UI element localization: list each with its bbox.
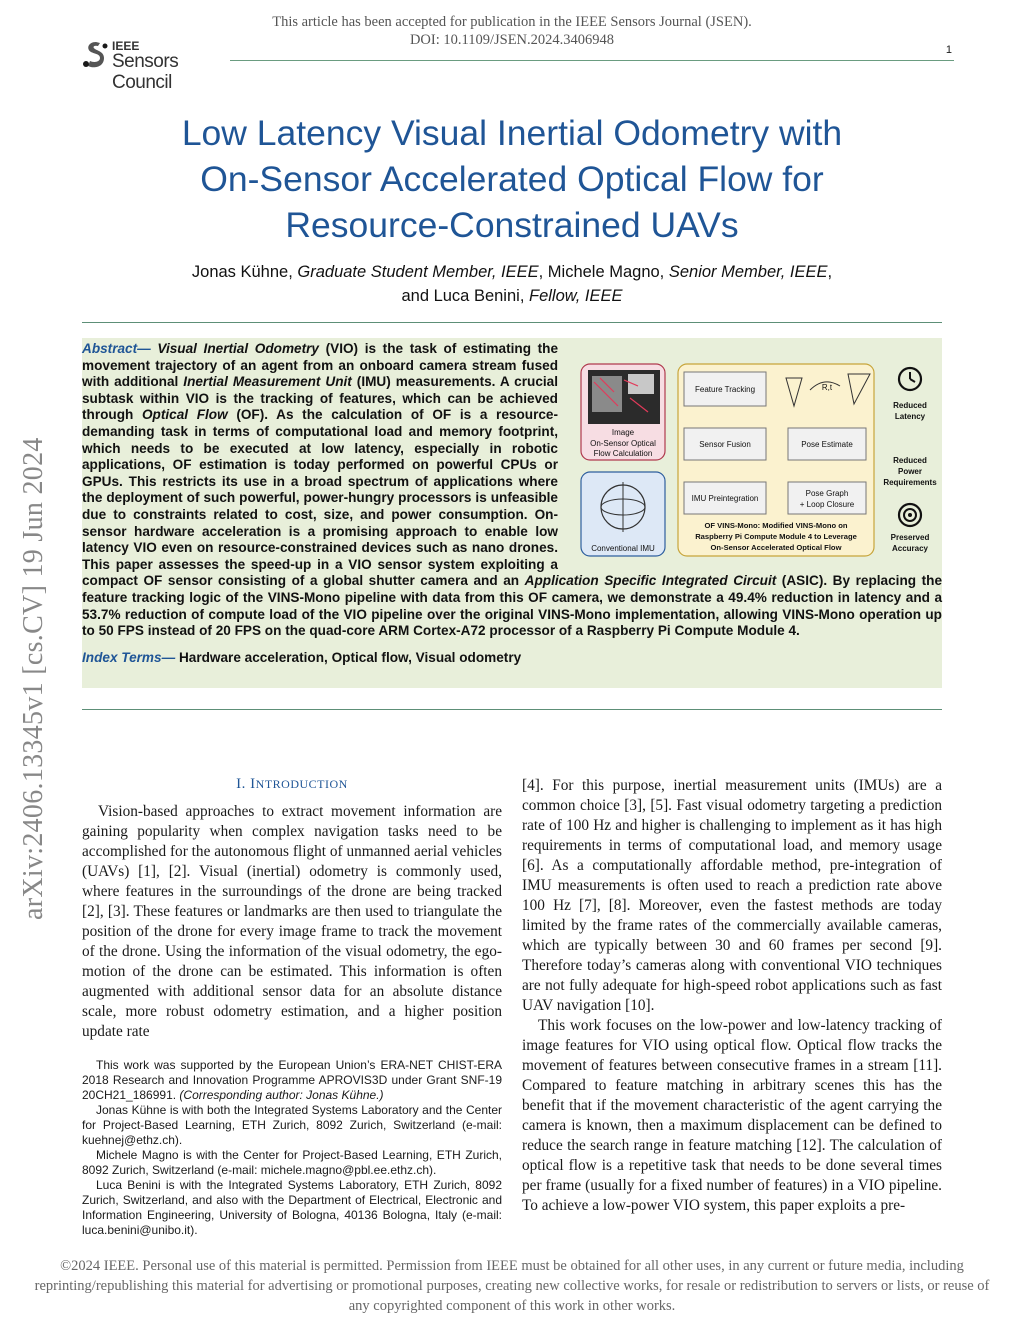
- abstract-bottom-rule: [82, 709, 942, 710]
- pose-graph-block: [788, 482, 866, 514]
- section-heading-introduction: [82, 776, 502, 793]
- author-2-role: Senior Member, IEEE: [668, 263, 828, 281]
- footnote-magno: Michele Magno is with the Center for Project-Based Learning, ETH Zurich, 8092 Zurich, Switzerland (e-mail: michele.magno@pbl.ee.ethz.ch).: [82, 1148, 502, 1177]
- logo-ieee-text: IEEE: [112, 39, 140, 53]
- footnote-kuehne: Jonas Kühne is with both the Integrated Systems Laboratory and the Center for Project-Based Learning, ETH Zurich, 8092 Zurich, Switzerland (e-mail: kuehnej@ethz.ch).: [82, 1103, 502, 1147]
- feature-tracking-label: Feature Tracking: [694, 385, 756, 394]
- notice-line-1: This article has been accepted for publication in the IEEE Sensors Journal (JSEN).: [272, 14, 752, 30]
- index-terms-label: Index Terms—: [82, 649, 176, 665]
- benefit-power-3: Requirements: [883, 478, 937, 487]
- copyright-notice: ©2024 IEEE. Personal use of this material is permitted. Permission from IEEE must be obtained for all other uses, in any current or future media, including reprinting/republishing this material for advertising or promotional purposes, creating new collective works, for resale or redistribution to servers or lists, or reuse of any copyrighted component of this work in other works.: [34, 1258, 990, 1314]
- author-list: [82, 260, 942, 308]
- author-2: , Michele Magno,: [538, 263, 669, 281]
- benefit-latency-2: Latency: [894, 412, 926, 421]
- pose-estimate-label: Pose Estimate: [801, 440, 853, 449]
- intro-left-paragraph: Vision-based approaches to extract movement information are gaining popularity when complex navigation tasks need to be accomplished for the autonomous flight of unmanned aerial vehicles (UAVs) [1], [2]. Visual (inertial) odometry is commonly used, where features in the surroundings of the drone are being tracked [2], [3]. These features or landmarks are then used to triangulate the position of the drone for every image frame to track the movement of the drone. Using the information of the visual odometry, the ego-motion of the drone can be estimated. This information is often augmented with additional sensor data for an absolute distance scale, more robust odometry estimation, and a higher position update rate: [82, 803, 502, 1040]
- footnote-funding-text: This work was supported by the European Union’s ERA-NET CHIST-ERA 2018 Research and Innovation Programme APROVIS3D under Grant SNF-19 20CH21_186991.: [82, 1058, 502, 1102]
- benefit-accuracy-1: Preserved: [890, 533, 930, 542]
- image-label-2: On-Sensor Optical: [590, 439, 656, 448]
- abstract-seg4: (IMU) measurements. A crucial subtask within VIO is the tracking of features, which can be achieved through: [82, 374, 559, 423]
- abstract-seg1: Visual Inertial Odometry: [157, 341, 319, 356]
- pipeline-caption-3: On-Sensor Accelerated Optical Flow: [710, 543, 842, 552]
- camera-image-detail: [592, 376, 622, 412]
- section-number: I.: [236, 776, 251, 792]
- pipeline-caption-2: Raspberry Pi Compute Module 4 to Leverage: [695, 532, 857, 541]
- footnote-benini: Luca Benini is with the Integrated Systems Laboratory, ETH Zurich, 8092 Zurich, Switzerland, and also with the Department of Electrical, Electronic and Information Engineering, University of Bologna, 40136 Bologna, Italy (e-mail: luca.benini@unibo.it).: [82, 1178, 502, 1237]
- logo-sensors-council-text: Sensors Council: [112, 51, 179, 93]
- sensors-council-logo-icon: [82, 40, 110, 70]
- abstract-seg7: Application Specific Integrated Circuit: [524, 573, 777, 589]
- author-3: and Luca Benini,: [401, 287, 529, 305]
- ieee-sensors-council-logo: [82, 39, 232, 93]
- accuracy-target-icon: [899, 504, 921, 526]
- abstract-top-rule: [82, 322, 942, 323]
- graphical-abstract-figure: [578, 362, 942, 560]
- abstract-seg3: Inertial Measurement Unit: [183, 374, 352, 390]
- author-3-role: Fellow, IEEE: [528, 287, 623, 305]
- intro-right-paragraph-1: [4]. For this purpose, inertial measurement units (IMUs) are a common choice [3], [5]. Fast visual odometry targeting a prediction rate of 100 Hz and higher is challenging to implement as it has high requirements in terms of computational load, and memory usage [6]. As a computationally affordable method, pre-integration of IMU measurements is often used to reach a prediction rate above 100 Hz [7], [8]. Moreover, even the fastest methods are today limited by the frame rates of the commercially available cameras, which are typically between 30 and 60 frames per second [9]. Therefore today’s cameras along with conventional VIO techniques are not fully adequate for high-speed robot applications such as fast UAV navigation [10].: [522, 777, 942, 1014]
- section-title-rest: NTRODUCTION: [255, 777, 348, 791]
- author-separator: ,: [827, 263, 833, 281]
- rt-label: R,t: [821, 383, 833, 392]
- image-label-3: Flow Calculation: [593, 449, 653, 458]
- benefit-accuracy-2: Accuracy: [891, 544, 929, 553]
- pose-graph-label-1: Pose Graph: [805, 489, 849, 498]
- title-line-3: Resource-Constrained UAVs: [285, 205, 739, 245]
- title-line-2: On-Sensor Accelerated Optical Flow for: [200, 159, 824, 199]
- latency-clock-icon: [899, 368, 921, 390]
- title-line-1: Low Latency Visual Inertial Odometry with: [181, 113, 843, 153]
- author-1: Jonas Kühne,: [191, 263, 298, 281]
- paper-title: [82, 110, 942, 248]
- intro-right-paragraph-2: This work focuses on the low-power and low-latency tracking of image features for VIO using optical flow. Optical flow tracks the movement of features between consecutive frames in a stream [11]. Compared to feature matching in arbitrary scenes this has the benefit that if the movement characteristic of the agent carrying the camera is known, then a maximum displacement can be defined to reduce the search range in feature matching [12]. The calculation of optical flow is a repetitive task that needs to be done several times per frame (usually for a fixed number of features) in a VIO pipeline. To achieve a low-power VIO system, this paper exploits a pre-: [522, 1017, 942, 1214]
- arxiv-identifier: arXiv:2406.13345v1 [cs.CV] 19 Jun 2024: [18, 437, 49, 920]
- sensor-fusion-label: Sensor Fusion: [699, 440, 751, 449]
- footnotes: [82, 1058, 502, 1238]
- abstract-seg8: (ASIC). By replacing the feature tracking logic of the VINS-Mono pipeline with data from this OF camera, we demonstrate a 49.4% reduction in latency and a 53.7% reduction of compute load of the VIO pipeline over the original VINS-Mono implementation, allowing VINS-Mono operation up to 50 FPS instead of 20 FPS on the quad-core ARM Cortex-A72 processor of a Raspberry Pi Compute Module 4.: [82, 573, 943, 639]
- intro-right-column: [522, 776, 942, 1216]
- abstract-seg2: (VIO) is the task of estimating the movement trajectory of an agent from an onboard camera stream fused with additional: [82, 341, 559, 390]
- imu-preintegration-label: IMU Preintegration: [691, 494, 759, 503]
- page-number: 1: [945, 44, 952, 56]
- author-1-role: Graduate Student Member, IEEE: [297, 263, 539, 281]
- benefit-latency-1: Reduced: [893, 401, 927, 410]
- index-terms: [82, 650, 942, 667]
- pipeline-caption-1: OF VINS-Mono: Modified VINS-Mono on: [704, 521, 848, 530]
- section-title-first: I: [250, 776, 256, 792]
- pose-graph-label-2: + Loop Closure: [799, 500, 855, 509]
- imu-label: Conventional IMU: [591, 544, 655, 553]
- benefit-power-2: Power: [897, 467, 923, 476]
- footnote-funding: [82, 1058, 502, 1103]
- image-label-1: Image: [611, 428, 635, 437]
- benefit-power-1: Reduced: [893, 456, 927, 465]
- abstract-seg5: Optical Flow: [141, 407, 228, 423]
- index-terms-values: Hardware acceleration, Optical flow, Visual odometry: [175, 649, 522, 665]
- footnote-corresponding: (Corresponding author: Jonas Kühne.): [179, 1088, 384, 1102]
- abstract-label: Abstract—: [82, 341, 151, 356]
- abstract-seg6: (OF). As the calculation of OF is a resource-demanding task in terms of computational load and memory footprint, which needs to be executed at low latency, especially in robotic applications, OF estimation is today performed on powerful CPUs or GPUs. This restricts its use in a broad spectrum of applications where the deployment of such powerful, power-hungry processors is unfeasible due to constraints related to cost, size, and power consumption. On-sensor hardware acceleration is a promising approach to enable low latency VIO even on resource-constrained devices such as nano drones. This paper assesses the speed-up in a VIO sensor system exploiting a compact OF sensor consisting of a global shutter camera and an: [82, 407, 559, 589]
- header-rule: [230, 60, 954, 61]
- notice-doi: DOI: 10.1109/JSEN.2024.3406948: [409, 32, 615, 48]
